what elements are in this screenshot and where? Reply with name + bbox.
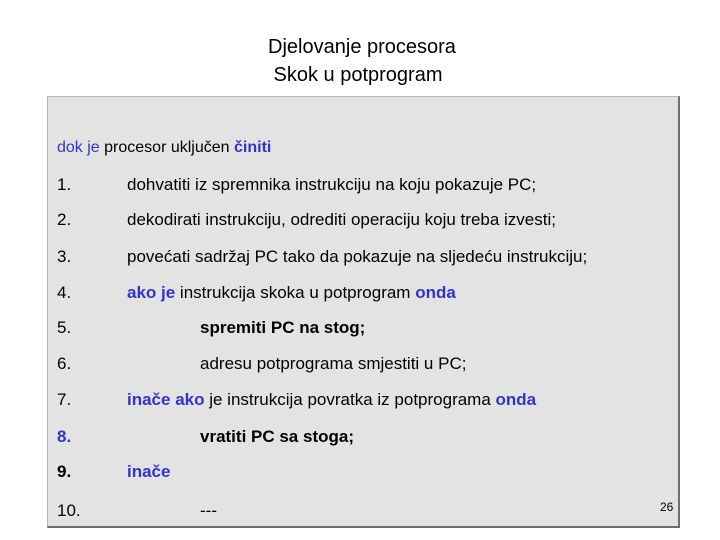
- keyword-onda: onda: [415, 283, 456, 302]
- page-number: 26: [660, 500, 674, 514]
- title-line-2: Skok u potprogram: [273, 64, 443, 86]
- line-number-7: 7.: [57, 390, 72, 409]
- line-number-1: 1.: [57, 175, 72, 194]
- line-5-text: spremiti PC na stog;: [200, 318, 366, 337]
- line-10-text: ---: [200, 501, 217, 520]
- line-8-text: vratiti PC sa stoga;: [200, 427, 354, 446]
- line-2-text: dekodirati instrukciju, odrediti operaciju koju treba izvesti;: [127, 210, 556, 229]
- line-3-text: povećati sadržaj PC tako da pokazuje na sljedeću instrukciju;: [127, 247, 588, 266]
- line-4: [127, 283, 456, 303]
- keyword-onda: onda: [495, 390, 537, 409]
- heading-text: procesor uključen: [99, 139, 234, 156]
- line-number-10: 10.: [57, 501, 81, 520]
- line-4-text: instrukcija skoka u potprogram: [175, 283, 416, 302]
- title-line-1: Djelovanje procesora: [268, 36, 456, 58]
- line-number-9: 9.: [57, 462, 72, 481]
- line-number-4: 4.: [57, 283, 72, 302]
- line-number-2: 2.: [57, 210, 72, 229]
- keyword-ako-je: ako je: [127, 283, 176, 302]
- line-number-3: 3.: [57, 247, 72, 266]
- keyword-inace-ako: inače ako: [127, 390, 205, 409]
- keyword-ciniti: činiti: [234, 139, 272, 156]
- keyword-inace: inače: [127, 462, 171, 481]
- line-7: [127, 390, 536, 410]
- line-1-text: dohvatiti iz spremnika instrukciju na koju pokazuje PC;: [127, 175, 537, 194]
- line-number-6: 6.: [57, 354, 72, 373]
- line-number-8: 8.: [57, 427, 72, 446]
- line-7-text: je instrukcija povratka iz potprograma: [204, 390, 496, 409]
- keyword-dok-je: dok je: [57, 139, 100, 156]
- line-6-text: adresu potprograma smjestiti u PC;: [200, 354, 467, 373]
- pseudocode-heading: [57, 138, 271, 158]
- line-number-5: 5.: [57, 318, 72, 337]
